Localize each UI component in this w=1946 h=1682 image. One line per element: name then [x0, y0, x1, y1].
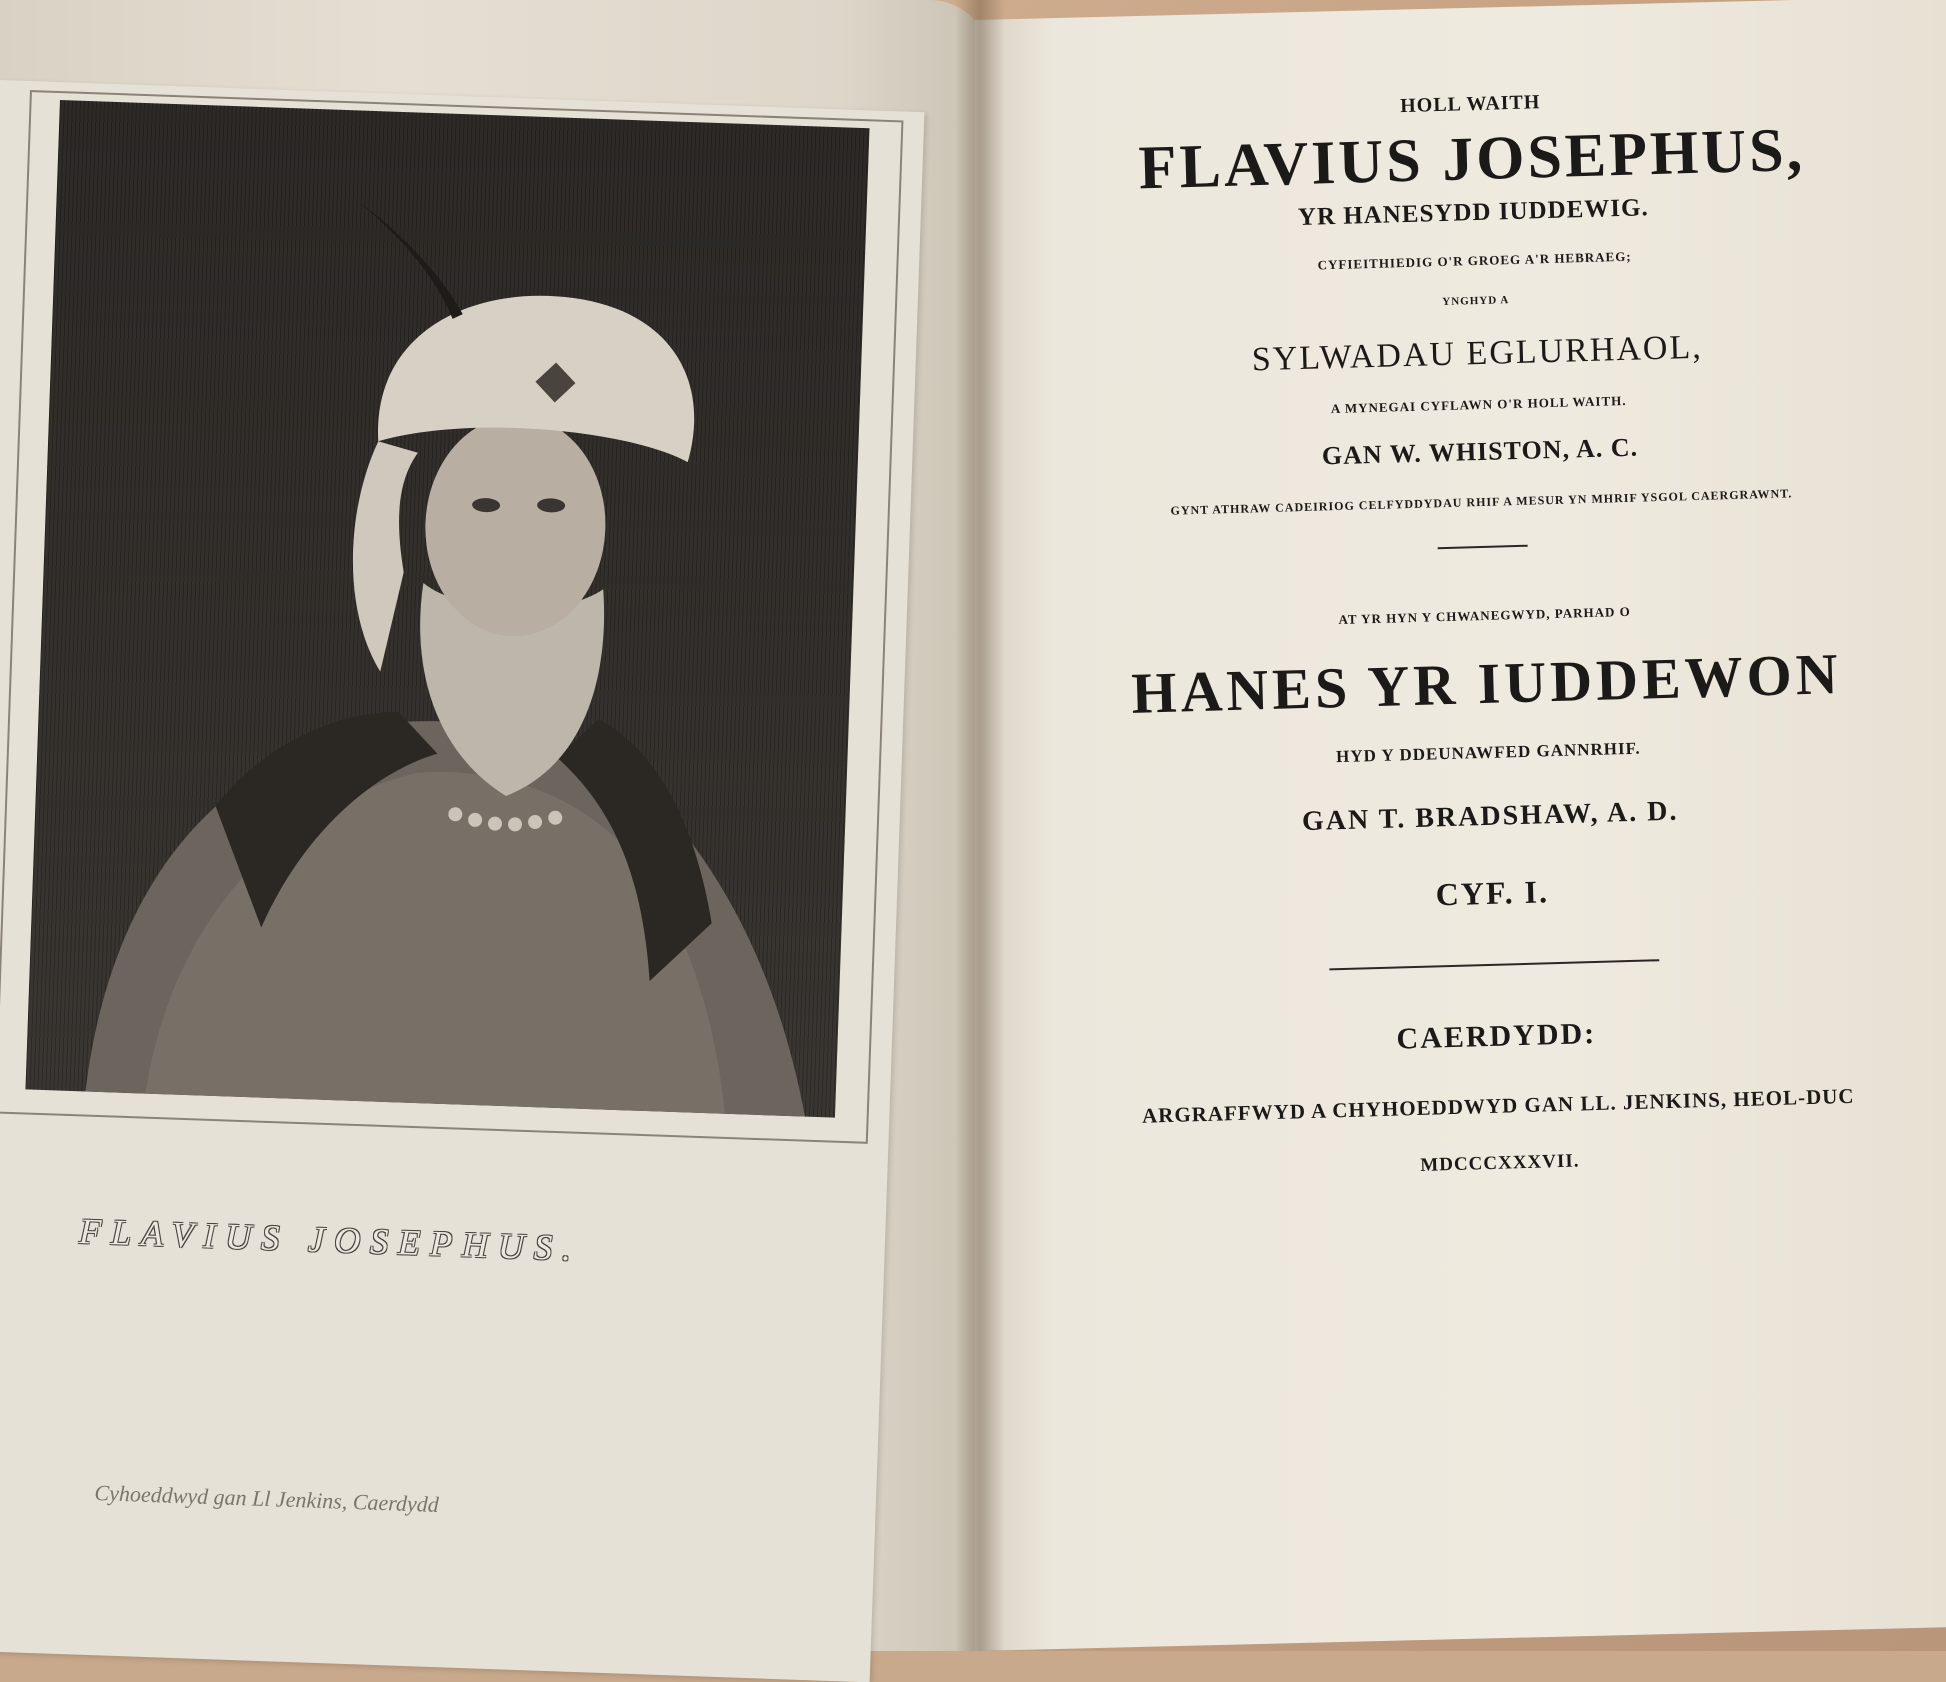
- portrait-illustration: [25, 100, 869, 1118]
- frontispiece-caption: FLAVIUS JOSEPHUS.: [78, 1210, 582, 1269]
- title-volume: CYF. I.: [1435, 873, 1550, 913]
- title-rule-short: [1438, 545, 1528, 550]
- title-page-text: [1010, 74, 1946, 1187]
- title-line-holl-waith: HOLL WAITH: [1399, 91, 1541, 118]
- title-continuation: AT YR HYN Y CHWANEGWYD, PARHAD O: [1338, 603, 1631, 628]
- title-author-credentials: GYNT ATHRAW CADEIRIOG CELFYDDYDAU RHIF A MESUR YN MHRIF YSGOL CAERGRAWNT.: [1170, 486, 1793, 518]
- title-mynegai: A MYNEGAI CYFLAWN O'R HOLL WAITH.: [1330, 392, 1627, 417]
- title-printer: ARGRAFFWYD A CHYHOEDDWYD GAN LL. JENKINS, HEOL-DUC: [1141, 1083, 1855, 1128]
- title-subtitle: YR HANESYDD IUDDEWIG.: [1297, 194, 1650, 232]
- title-hanes-yr-iuddewon: HANES YR IUDDEWON: [1130, 641, 1843, 726]
- title-author-bradshaw: GAN T. BRADSHAW, A. D.: [1301, 795, 1679, 838]
- book-gutter: [955, 0, 1005, 1651]
- title-place: CAERDYDD:: [1396, 1017, 1597, 1056]
- frontispiece-imprint: Cyhoeddwyd gan Ll Jenkins, Caerdydd: [94, 1480, 440, 1518]
- title-sylwadau: SYLWADAU EGLURHAOL,: [1251, 328, 1704, 379]
- title-translation-line: CYFIEITHIEDIG O'R GROEG A'R HEBRAEG;: [1317, 248, 1632, 273]
- title-ynghyd-a: YNGHYD A: [1442, 294, 1510, 309]
- title-year: MDCCCXXXVII.: [1419, 1150, 1580, 1176]
- title-author-whiston: GAN W. WHISTON, A. C.: [1321, 432, 1639, 471]
- portrait-engraving: [25, 100, 869, 1118]
- title-main: FLAVIUS JOSEPHUS,: [1137, 115, 1806, 203]
- title-rule-long: [1329, 959, 1659, 970]
- title-hyd-y-ddeunawfed: HYD Y DDEUNAWFED GANNRHIF.: [1335, 738, 1641, 767]
